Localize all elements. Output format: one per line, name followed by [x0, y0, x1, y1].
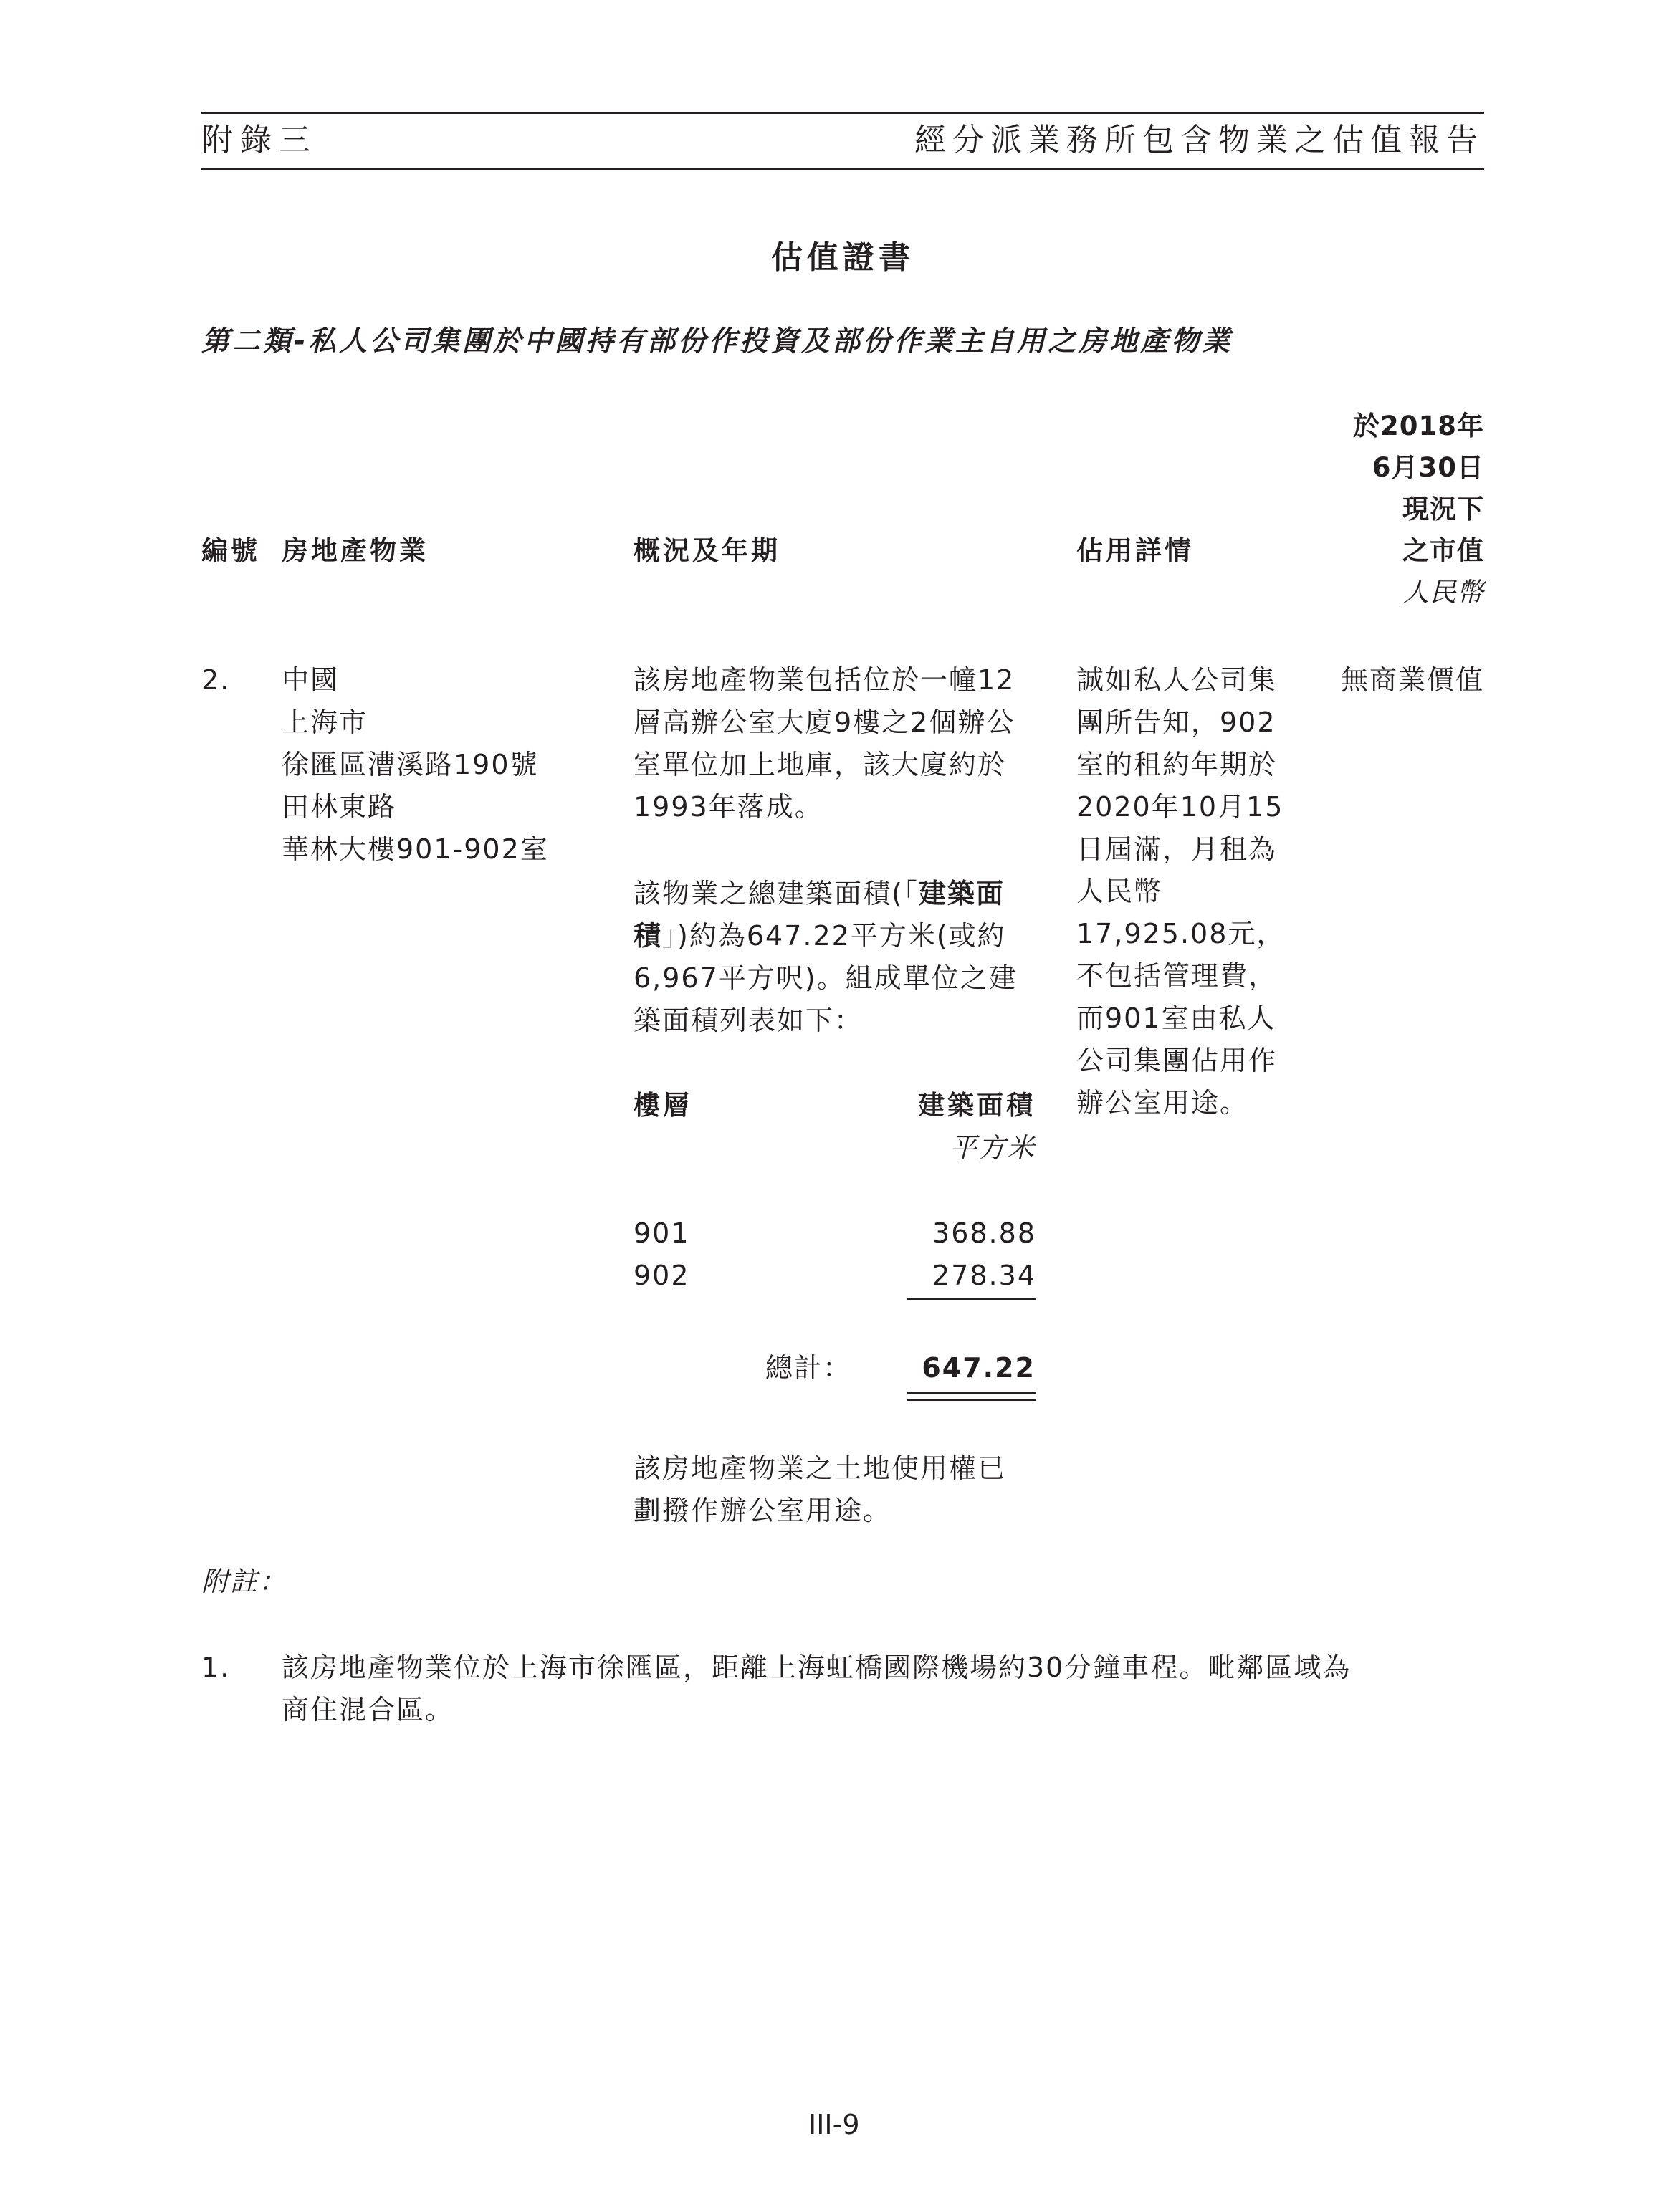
market-value: 無商業價值	[1340, 664, 1484, 696]
occupancy-details: 誠如私人公司集 團所告知，902 室的租約年期於 2020年10月15 日屆滿，月租為 人民幣 17,925.08元， 不包括管理費， 而901室由私人 公司集團佔用作 辦公室用途。	[1076, 664, 1286, 1119]
row-number: 2.	[201, 664, 231, 696]
area-table-row	[634, 1255, 1036, 1297]
area-table-row	[634, 1212, 1036, 1255]
floor-cell: 901	[634, 1217, 690, 1249]
appendix-label: 附錄三	[201, 122, 317, 158]
page-number: III-9	[808, 2109, 860, 2140]
column-description-header: 概況及年期	[634, 535, 780, 566]
area-table-floor-header: 樓層	[634, 1090, 692, 1121]
area-table-unit: 平方米	[949, 1132, 1036, 1164]
section-title: 經分派業務所包含物業之估值報告	[914, 122, 1484, 158]
total-double-rule-bottom	[907, 1399, 1036, 1401]
property-address: 中國 上海市 徐匯區漕溪路190號 田林東路 華林大樓901-902室	[282, 664, 549, 865]
total-double-rule-top	[907, 1392, 1036, 1394]
notes-heading: 附註：	[201, 1566, 288, 1597]
column-occupancy-header: 佔用詳情	[1076, 535, 1194, 566]
land-use-paragraph: 該房地產物業之土地使用權已 劃撥作辦公室用途。	[634, 1452, 1007, 1526]
total-area: 647.22	[922, 1352, 1036, 1384]
column-no-header: 編號	[201, 535, 260, 566]
value-date-header: 於2018年 6月30日 現況下 之市值 人民幣	[1353, 406, 1484, 613]
header-bottom-rule	[201, 168, 1484, 170]
certificate-title: 估值證書	[771, 239, 914, 276]
subtotal-rule	[907, 1298, 1036, 1300]
area-cell: 278.34	[932, 1260, 1036, 1291]
header-top-rule	[201, 112, 1484, 114]
category-subtitle: 第二類-私人公司集團於中國持有部份作投資及部份作業主自用之房地產物業	[201, 325, 1233, 358]
description-paragraph-1: 該房地產物業包括位於一幢12 層高辦公室大廈9樓之2個辦公 室單位加上地庫，該大廈約於 1993年落成。	[634, 664, 1015, 823]
value-unit: 人民幣	[1402, 577, 1484, 608]
area-table-area-header: 建築面積	[918, 1090, 1036, 1121]
area-cell: 368.88	[932, 1217, 1036, 1249]
description-paragraph-2: 該物業之總建築面積(「建築面 積」)約為647.22平方米(或約 6,967平方呎)。組成單位之建 築面積列表如下：	[634, 878, 1018, 1036]
column-property-header: 房地產物業	[282, 535, 429, 566]
note-text: 該房地產物業位於上海市徐匯區，距離上海虹橋國際機場約30分鐘車程。毗鄰區域為 商住混合區。	[282, 1652, 1352, 1725]
note-number: 1.	[201, 1652, 231, 1683]
floor-cell: 902	[634, 1260, 690, 1291]
total-label: 總計：	[765, 1352, 852, 1384]
